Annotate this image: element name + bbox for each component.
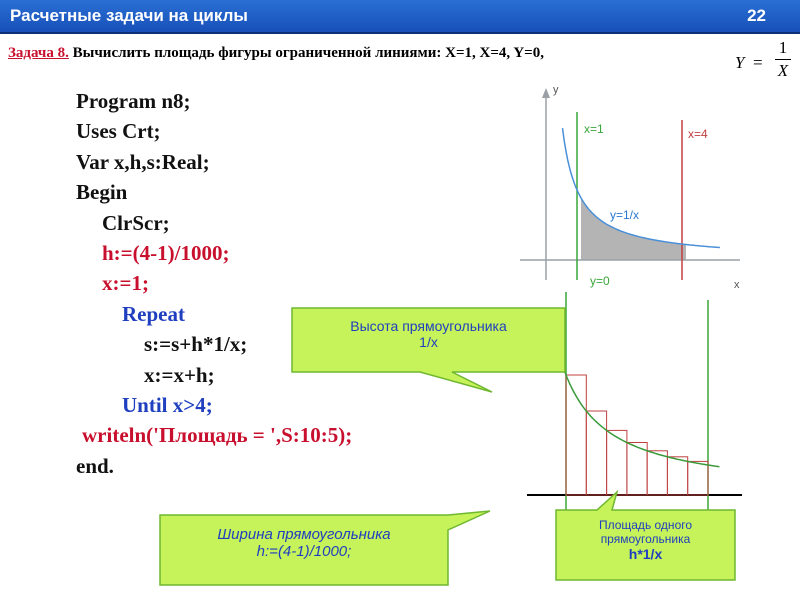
slide-number: 22 [747,6,766,25]
callout-width-text [160,526,448,560]
label-x4: x=4 [688,127,708,141]
code-line: Begin [76,180,128,205]
integration-rectangle [647,451,667,495]
callout-width-line2: h:=(4-1)/1000; [256,543,352,560]
formula-lhs: Y [735,53,745,72]
callout-width-line1: Ширина прямоугольника [217,526,391,543]
code-line: x:=1; [102,271,149,296]
code-line: Repeat [122,301,185,326]
integration-rectangle [566,375,586,495]
callout-area-line3: h*1/x [628,546,663,562]
label-curve: y=1/x [610,208,640,222]
code-line: Until x>4; [122,393,213,418]
y-axis-label: y [553,84,559,96]
code-line: end. [76,453,114,478]
formula-eq: = [753,53,763,72]
code-line: ClrScr; [102,210,170,235]
callout-height-line1: Высота прямоугольника [350,318,507,334]
integration-rectangle [586,411,606,495]
callout-height-line2: 1/x [419,334,438,350]
formula-numerator: 1 [778,38,788,57]
task-text: Вычислить площадь фигуры ограниченной линиями: X=1, X=4, Y=0, [72,45,544,61]
formula-denominator: X [777,61,789,80]
code-line: writeln('Площадь = ',S:10:5); [82,423,353,448]
callout-height-text [292,318,565,350]
callout-area-line1: Площадь одного [598,518,693,532]
code-line: s:=s+h*1/x; [144,332,248,357]
callout-area-text [556,518,735,562]
label-baseline: y=0 [590,274,610,288]
code-line: Uses Crt; [76,119,161,144]
label-x1: x=1 [584,122,604,136]
rectangles-group [566,375,708,495]
code-line: x:=x+h; [144,362,215,387]
integration-rectangle [688,461,708,495]
code-line: Var x,h,s:Real; [76,149,210,174]
x-axis-label: x [734,279,740,291]
code-line: h:=(4-1)/1000; [102,241,230,266]
y-axis-arrow [542,88,550,98]
code-line: Program n8; [76,89,191,113]
curve-bottom [553,328,720,466]
integration-rectangle [607,430,627,495]
callout-area-line2: прямоугольника [600,532,691,546]
slide-title: Расчетные задачи на циклы [10,6,248,25]
area-graph [520,84,740,291]
integration-rectangle [667,457,687,495]
task-label: Задача 8. [8,45,69,61]
